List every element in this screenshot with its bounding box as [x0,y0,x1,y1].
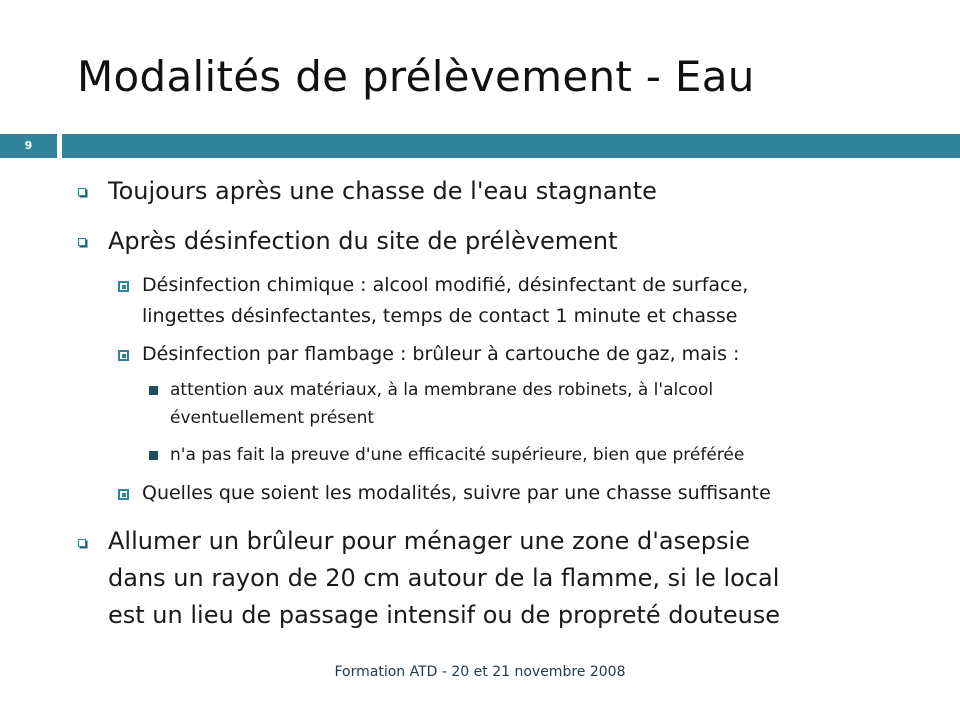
sub-sub-bullet-item: n'a pas fait la preuve d'une efficacité supérieure, bien que préférée [170,445,745,465]
filled-square-bullet-icon [149,451,158,460]
sub-bullet-item-continuation: lingettes désinfectantes, temps de contact 1 minute et chasse [142,305,738,327]
framed-square-bullet-icon [118,281,129,292]
slide-footer: Formation ATD - 20 et 21 novembre 2008 [334,664,626,680]
bullet-item: Allumer un brûleur pour ménager une zone d'asepsie [108,527,750,555]
filled-square-bullet-icon [149,386,158,395]
slide-title: Modalités de prélèvement - Eau [77,52,755,101]
hollow-square-bullet-icon [78,539,86,547]
sub-bullet-item: Désinfection chimique : alcool modifié, désinfectant de surface, [142,274,749,296]
framed-square-bullet-icon [118,489,129,500]
sub-bullet-item: Désinfection par flambage : brûleur à cartouche de gaz, mais : [142,343,740,365]
hollow-square-bullet-icon [78,238,86,246]
sub-bullet-item: Quelles que soient les modalités, suivre par une chasse suffisante [142,482,771,504]
sub-sub-bullet-item-continuation: éventuellement présent [170,408,375,428]
sub-sub-bullet-item: attention aux matériaux, à la membrane des robinets, à l'alcool [170,380,714,400]
bullet-item-continuation: est un lieu de passage intensif ou de propreté douteuse [108,601,781,629]
bullet-item: Toujours après une chasse de l'eau stagnante [108,177,657,205]
bullet-item-continuation: dans un rayon de 20 cm autour de la flamme, si le local [108,564,780,592]
bullet-item: Après désinfection du site de prélèvement [108,227,618,255]
framed-square-bullet-icon [118,350,129,361]
slide-number: 9 [24,139,33,152]
hollow-square-bullet-icon [78,188,86,196]
